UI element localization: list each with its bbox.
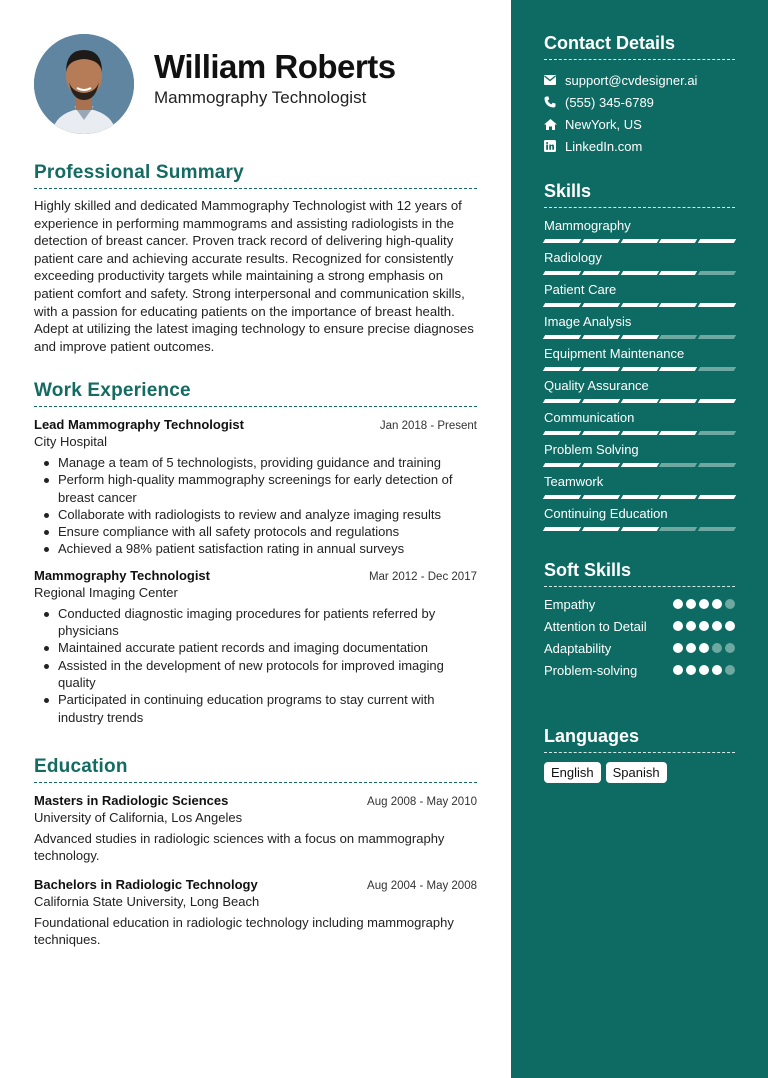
skill-level-segment (620, 271, 658, 275)
job-item (34, 568, 477, 726)
location-text: NewYork, US (565, 116, 642, 132)
skill-name: Quality Assurance (544, 378, 649, 393)
skill-level-segment (620, 399, 658, 403)
skill-level-segment (698, 463, 736, 467)
school-name: California State University, Long Beach (34, 893, 260, 909)
skill-level-bar (544, 239, 735, 245)
skill-level-bar (544, 303, 735, 309)
skill-level-segment (543, 335, 581, 339)
soft-skill-name: Problem-solving (544, 663, 638, 678)
skill-level-segment (620, 367, 658, 371)
job-organization: Regional Imaging Center (34, 584, 178, 600)
rating-dot (686, 665, 696, 675)
header (34, 0, 477, 150)
summary-section (34, 162, 477, 355)
candidate-role: Mammography Technologist (154, 88, 367, 107)
skill-level-segment (620, 239, 658, 243)
skill-level-bar (544, 463, 735, 469)
bullet-item: Conducted diagnostic imaging procedures for patients referred by physicians (34, 605, 477, 640)
skill-level-segment (543, 463, 581, 467)
contact-linkedin[interactable] (544, 135, 735, 157)
rating-dot (699, 665, 709, 675)
soft-skill-name: Adaptability (544, 641, 612, 656)
bullet-item: Collaborate with radiologists to review and analyze imaging results (34, 506, 477, 523)
skill-item (544, 217, 735, 245)
language-chip: Spanish (606, 762, 667, 783)
soft-skill-rating (673, 640, 735, 653)
skill-item (544, 377, 735, 405)
skill-name: Radiology (544, 250, 602, 265)
skill-name: Equipment Maintenance (544, 346, 685, 361)
contact-phone[interactable] (544, 91, 735, 113)
job-dates: Mar 2012 - Dec 2017 (368, 570, 477, 583)
skill-level-segment (698, 431, 736, 435)
skill-level-segment (659, 335, 697, 339)
avatar (34, 34, 134, 134)
soft-skill-rating (673, 596, 735, 609)
job-title: Lead Mammography Technologist (34, 417, 244, 432)
skill-level-segment (698, 495, 736, 499)
rating-dot (725, 621, 735, 631)
education-dates: Aug 2008 - May 2010 (367, 796, 477, 808)
soft-skill-item (544, 640, 735, 657)
candidate-name: William Roberts (154, 48, 396, 85)
skill-level-segment (543, 239, 581, 243)
skill-level-bar (544, 271, 735, 277)
rating-dot (686, 599, 696, 609)
education-description: Foundational education in radiologic technology including mammography techniques. (34, 914, 454, 947)
bullet-item: Maintained accurate patient records and imaging documentation (34, 639, 477, 656)
soft-skill-item (544, 596, 735, 613)
languages-list (544, 762, 735, 783)
skill-level-segment (659, 463, 697, 467)
rating-dot (725, 643, 735, 653)
summary-title: Professional Summary (34, 162, 477, 189)
bullet-item: Manage a team of 5 technologists, providing guidance and training (34, 454, 477, 471)
bullet-item: Achieved a 98% patient satisfaction rating in annual surveys (34, 540, 477, 557)
summary-text: Highly skilled and dedicated Mammography Technologist with 12 years of experience in performing mammograms and assisting radiologists in the detection of breast cancer. Proven track record of delivering high-quality patient care and achieving accurate results. Recognized for consistently exceeding productivity targets while maintaining a strong emphasis on patient comfort and safety. Strong interpersonal and communication skills, with a passion for educating patients on the importance of breast health. Adept at utilizing the latest imaging technology to ensure precise diagnoses and improve patient outcomes. (34, 198, 474, 354)
languages-section (544, 726, 735, 783)
rating-dot (673, 643, 683, 653)
language-chip: English (544, 762, 601, 783)
degree-title: Masters in Radiologic Sciences (34, 793, 229, 808)
school-name: University of California, Los Angeles (34, 810, 243, 825)
soft-skill-name: Attention to Detail (544, 619, 647, 634)
skill-level-segment (620, 431, 658, 435)
skill-level-segment (582, 431, 620, 435)
phone-icon (544, 96, 565, 108)
skill-name: Problem Solving (544, 442, 639, 457)
rating-dot (712, 621, 722, 631)
rating-dot (725, 599, 735, 609)
degree-title: Bachelors in Radiologic Technology (34, 876, 258, 892)
skill-name: Patient Care (544, 282, 617, 297)
skill-name: Mammography (544, 218, 631, 233)
soft-skill-name: Empathy (544, 597, 596, 612)
job-bullets (34, 605, 477, 726)
avatar-photo (34, 34, 134, 134)
skill-level-segment (582, 335, 620, 339)
skill-name: Continuing Education (544, 506, 668, 521)
skill-level-bar (544, 431, 735, 437)
contact-location (544, 113, 735, 135)
skill-item (544, 473, 735, 501)
skill-level-segment (659, 271, 697, 275)
skill-level-segment (543, 527, 581, 531)
skill-item (544, 441, 735, 469)
home-icon (544, 119, 565, 130)
skill-level-segment (659, 431, 697, 435)
rating-dot (712, 599, 722, 609)
skill-level-segment (620, 463, 658, 467)
skill-level-segment (659, 367, 697, 371)
skill-level-segment (543, 271, 581, 275)
skill-name: Teamwork (544, 474, 604, 489)
contact-email[interactable] (544, 69, 735, 91)
skill-level-bar (544, 367, 735, 373)
soft-skill-item (544, 662, 735, 679)
rating-dot (725, 665, 735, 675)
skill-level-segment (582, 527, 620, 531)
skill-level-segment (698, 335, 736, 339)
skill-level-segment (698, 527, 736, 531)
skill-item (544, 505, 735, 533)
soft-skill-rating (673, 662, 735, 675)
skill-level-segment (620, 527, 658, 531)
soft-skill-rating (673, 618, 735, 631)
linkedin-icon (544, 140, 565, 152)
skill-level-segment (698, 399, 736, 403)
soft-skills-list (544, 596, 735, 679)
education-description: Advanced studies in radiologic sciences with a focus on mammography technology. (34, 831, 445, 864)
job-organization: City Hospital (34, 434, 107, 449)
bullet-item: Perform high-quality mammography screenings for early detection of breast cancer (34, 471, 477, 506)
skills-section (544, 181, 735, 537)
soft-skills-title: Soft Skills (544, 560, 735, 587)
skill-item (544, 409, 735, 437)
rating-dot (712, 643, 722, 653)
skill-level-segment (543, 495, 581, 499)
skill-item (544, 281, 735, 309)
skill-item (544, 249, 735, 277)
skill-level-bar (544, 399, 735, 405)
rating-dot (673, 599, 683, 609)
skill-level-segment (543, 399, 581, 403)
skill-level-segment (582, 303, 620, 307)
skill-level-segment (620, 335, 658, 339)
job-bullets (34, 454, 477, 558)
rating-dot (699, 643, 709, 653)
rating-dot (673, 621, 683, 631)
rating-dot (673, 665, 683, 675)
soft-skills-section (544, 560, 735, 684)
email-text: support@cvdesigner.ai (565, 72, 698, 88)
skill-level-segment (582, 495, 620, 499)
skill-level-segment (659, 495, 697, 499)
experience-title: Work Experience (34, 380, 477, 407)
rating-dot (686, 621, 696, 631)
skill-level-bar (544, 495, 735, 501)
contact-section (544, 33, 735, 157)
skills-title: Skills (544, 181, 735, 208)
skill-level-segment (582, 399, 620, 403)
skill-level-segment (543, 431, 581, 435)
rating-dot (699, 621, 709, 631)
languages-title: Languages (544, 726, 735, 753)
contact-title: Contact Details (544, 33, 735, 60)
envelope-icon (544, 75, 565, 85)
skills-list (544, 217, 735, 533)
skill-level-segment (659, 303, 697, 307)
phone-text: (555) 345-6789 (565, 94, 654, 110)
skill-level-segment (659, 239, 697, 243)
skill-item (544, 345, 735, 373)
skill-level-segment (698, 303, 736, 307)
education-title: Education (34, 756, 477, 783)
job-title: Mammography Technologist (34, 567, 210, 583)
skill-item (544, 313, 735, 341)
bullet-item: Ensure compliance with all safety protocols and regulations (34, 523, 477, 540)
sidebar (511, 0, 768, 1078)
skill-level-bar (544, 527, 735, 533)
skill-level-segment (620, 303, 658, 307)
skill-level-segment (543, 303, 581, 307)
skill-name: Communication (544, 410, 635, 425)
skill-level-segment (659, 527, 697, 531)
skill-level-segment (582, 367, 620, 371)
rating-dot (699, 599, 709, 609)
bullet-item: Assisted in the development of new protocols for improved imaging quality (34, 657, 477, 692)
rating-dot (686, 643, 696, 653)
experience-section (34, 380, 477, 732)
bullet-item: Participated in continuing education programs to stay current with industry trends (34, 691, 477, 726)
skill-level-bar (544, 335, 735, 341)
rating-dot (712, 665, 722, 675)
soft-skill-item (544, 618, 735, 635)
skill-level-segment (582, 271, 620, 275)
linkedin-text: LinkedIn.com (565, 138, 643, 154)
education-dates: Aug 2004 - May 2008 (367, 879, 477, 892)
job-item (34, 417, 477, 558)
skill-level-segment (582, 239, 620, 243)
education-section (34, 756, 477, 954)
skill-level-segment (543, 367, 581, 371)
education-item (34, 877, 477, 949)
education-item (34, 793, 477, 865)
skill-level-segment (698, 271, 736, 275)
skill-level-segment (698, 239, 736, 243)
job-dates: Jan 2018 - Present (379, 420, 477, 432)
skill-level-segment (620, 495, 658, 499)
skill-level-segment (582, 463, 620, 467)
skill-level-segment (659, 399, 697, 403)
skill-name: Image Analysis (544, 314, 632, 329)
skill-level-segment (698, 367, 736, 371)
